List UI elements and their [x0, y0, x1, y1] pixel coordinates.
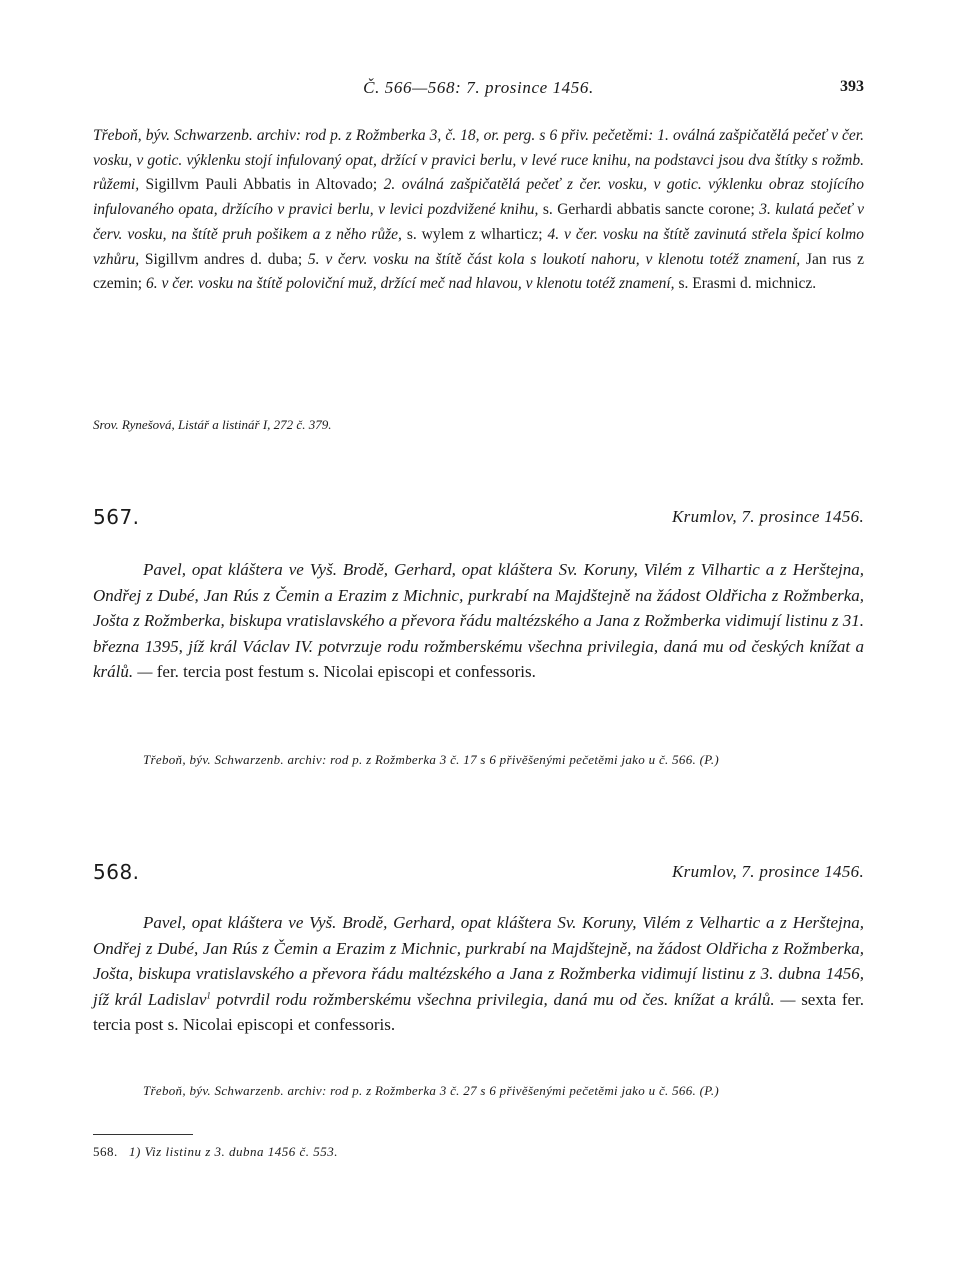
footnote [93, 1144, 864, 1160]
seal-legend: s. Erasmi d. michnicz. [678, 275, 817, 293]
doc-568-regest-text: Pavel, opat kláštera ve Vyš. Brodě, Gerhard, opat kláštera Sv. Koruny, Vilém z Velhartic a z Herštejna, Ondřej z Dubé, Jan Rús z Čemin a Erazim z Michnic, purkrabí na Majdštejně, na žádost Oldřicha z Rožmberka, Jošta, biskupa vratislavského a převora řádu maltézského a Jana z Rožmberka vidimují listinu z 3. dubna 1456, jíž král Ladislav [93, 913, 864, 1009]
previous-entry-reference: Srov. Rynešová, Listář a listinář I, 272 č. 379. [93, 417, 332, 432]
doc-568-number: 568. [93, 860, 140, 884]
footnote-doc-ref: 568. [93, 1144, 118, 1159]
seal-legend: s. Gerhardi abbatis sancte corone; [542, 201, 760, 219]
doc-568-dating-clause: sexta fer. tercia post s. Nicolai episcopi et confessoris. [93, 989, 865, 1034]
seal-description-text: 3. kulatá pečeť v červ. vosku, na štítě pruh pošikem a z něho růže, [93, 201, 864, 243]
previous-entry-seal-description [93, 124, 864, 297]
seal-description-text: 4. v čer. vosku na štítě zavinutá střela špicí kolmo vzhůru, [93, 225, 864, 268]
seal-legend: Jan rus z czemin; [93, 250, 864, 293]
doc-567-regest-text: Pavel, opat kláštera ve Vyš. Brodě, Gerhard, opat kláštera Sv. Koruny, Vilém z Vilhartic a z Herštejna, Ondřej z Dubé, Jan Rús z Čemin a Erazim z Michnic, purkrabí na Majdštejně na žádost Oldřicha z Rožmberka, Jošta z Rožmberka, biskupa vratislavského a převora řádu maltézského a Jana z Rožmberka vidimují listinu z 31. března 1395, jíž král Václav IV. potvrzuje rodu rožmberskému všechna privilegia, daná mu od českých knížat a králů. — [93, 560, 864, 681]
doc-567-number: 567. [93, 505, 140, 529]
seal-description-text: Třeboň, býv. Schwarzenb. archiv: rod p. z Rožmberka 3, č. 18, or. perg. s 6 přiv. pečetěmi: 1. oválná zašpičatělá pečeť v čer. vosku, v gotic. výklenku stojí infulovaný opat, držící v pravici berlu, v levé ruce knihu, na podstavci jsou dva štítky s rožmb. růžemi, [93, 127, 864, 194]
doc-567-place-date: Krumlov, 7. prosince 1456. [672, 507, 864, 526]
doc-568-place-date: Krumlov, 7. prosince 1456. [672, 862, 864, 881]
seal-legend: Sigillvm Pauli Abbatis in Altovado; [145, 176, 384, 194]
doc-568-source [93, 1080, 864, 1102]
doc-568-header [93, 860, 864, 890]
page-number: 393 [840, 78, 864, 95]
doc-568-source-text: Třeboň, býv. Schwarzenb. archiv: rod p. z Rožmberka 3 č. 27 s 6 přivěšenými pečetěmi jako u č. 566. (P.) [143, 1083, 719, 1098]
doc-568-regest [93, 910, 864, 1038]
seal-description-text: 6. v čer. vosku na štítě poloviční muž, držící meč nad hlavou, v klenotu totéž znamení, [145, 275, 679, 293]
doc-567-dating-clause: fer. tercia post festum s. Nicolai episcopi et confessoris. [156, 662, 536, 681]
doc-568-footnote-mark: 1 [206, 989, 211, 1000]
footnote-text: 1) Viz listinu z 3. dubna 1456 č. 553. [129, 1144, 339, 1159]
seal-description-text: 5. v červ. vosku na štítě část kola s loukotí nahoru, v klenotu totéž znamení, [307, 250, 806, 268]
running-head-title: Č. 566—568: 7. prosince 1456. [363, 78, 594, 97]
doc-567-header [93, 505, 864, 535]
doc-567-regest [93, 557, 864, 685]
seal-description-text: 2. oválná zašpičatělá pečeť z čer. vosku, v gotic. výklenku obraz stojícího infulovaného opata, držícího v pravici berlu, v levici pozdvižené knihu, [93, 176, 864, 219]
footnote-rule [93, 1134, 193, 1135]
seal-legend: Sigillvm andres d. duba; [144, 250, 308, 268]
doc-567-source [93, 749, 864, 771]
doc-567-source-text: Třeboň, býv. Schwarzenb. archiv: rod p. z Rožmberka 3 č. 17 s 6 přivěšenými pečetěmi jako u č. 566. (P.) [143, 752, 719, 767]
running-head [93, 78, 864, 102]
doc-568-regest-text-cont: potvrdil rodu rožmberskému všechna privilegia, daná mu od čes. knížat a králů. — [210, 989, 802, 1009]
seal-legend: s. wylem z wlharticz; [406, 225, 548, 243]
